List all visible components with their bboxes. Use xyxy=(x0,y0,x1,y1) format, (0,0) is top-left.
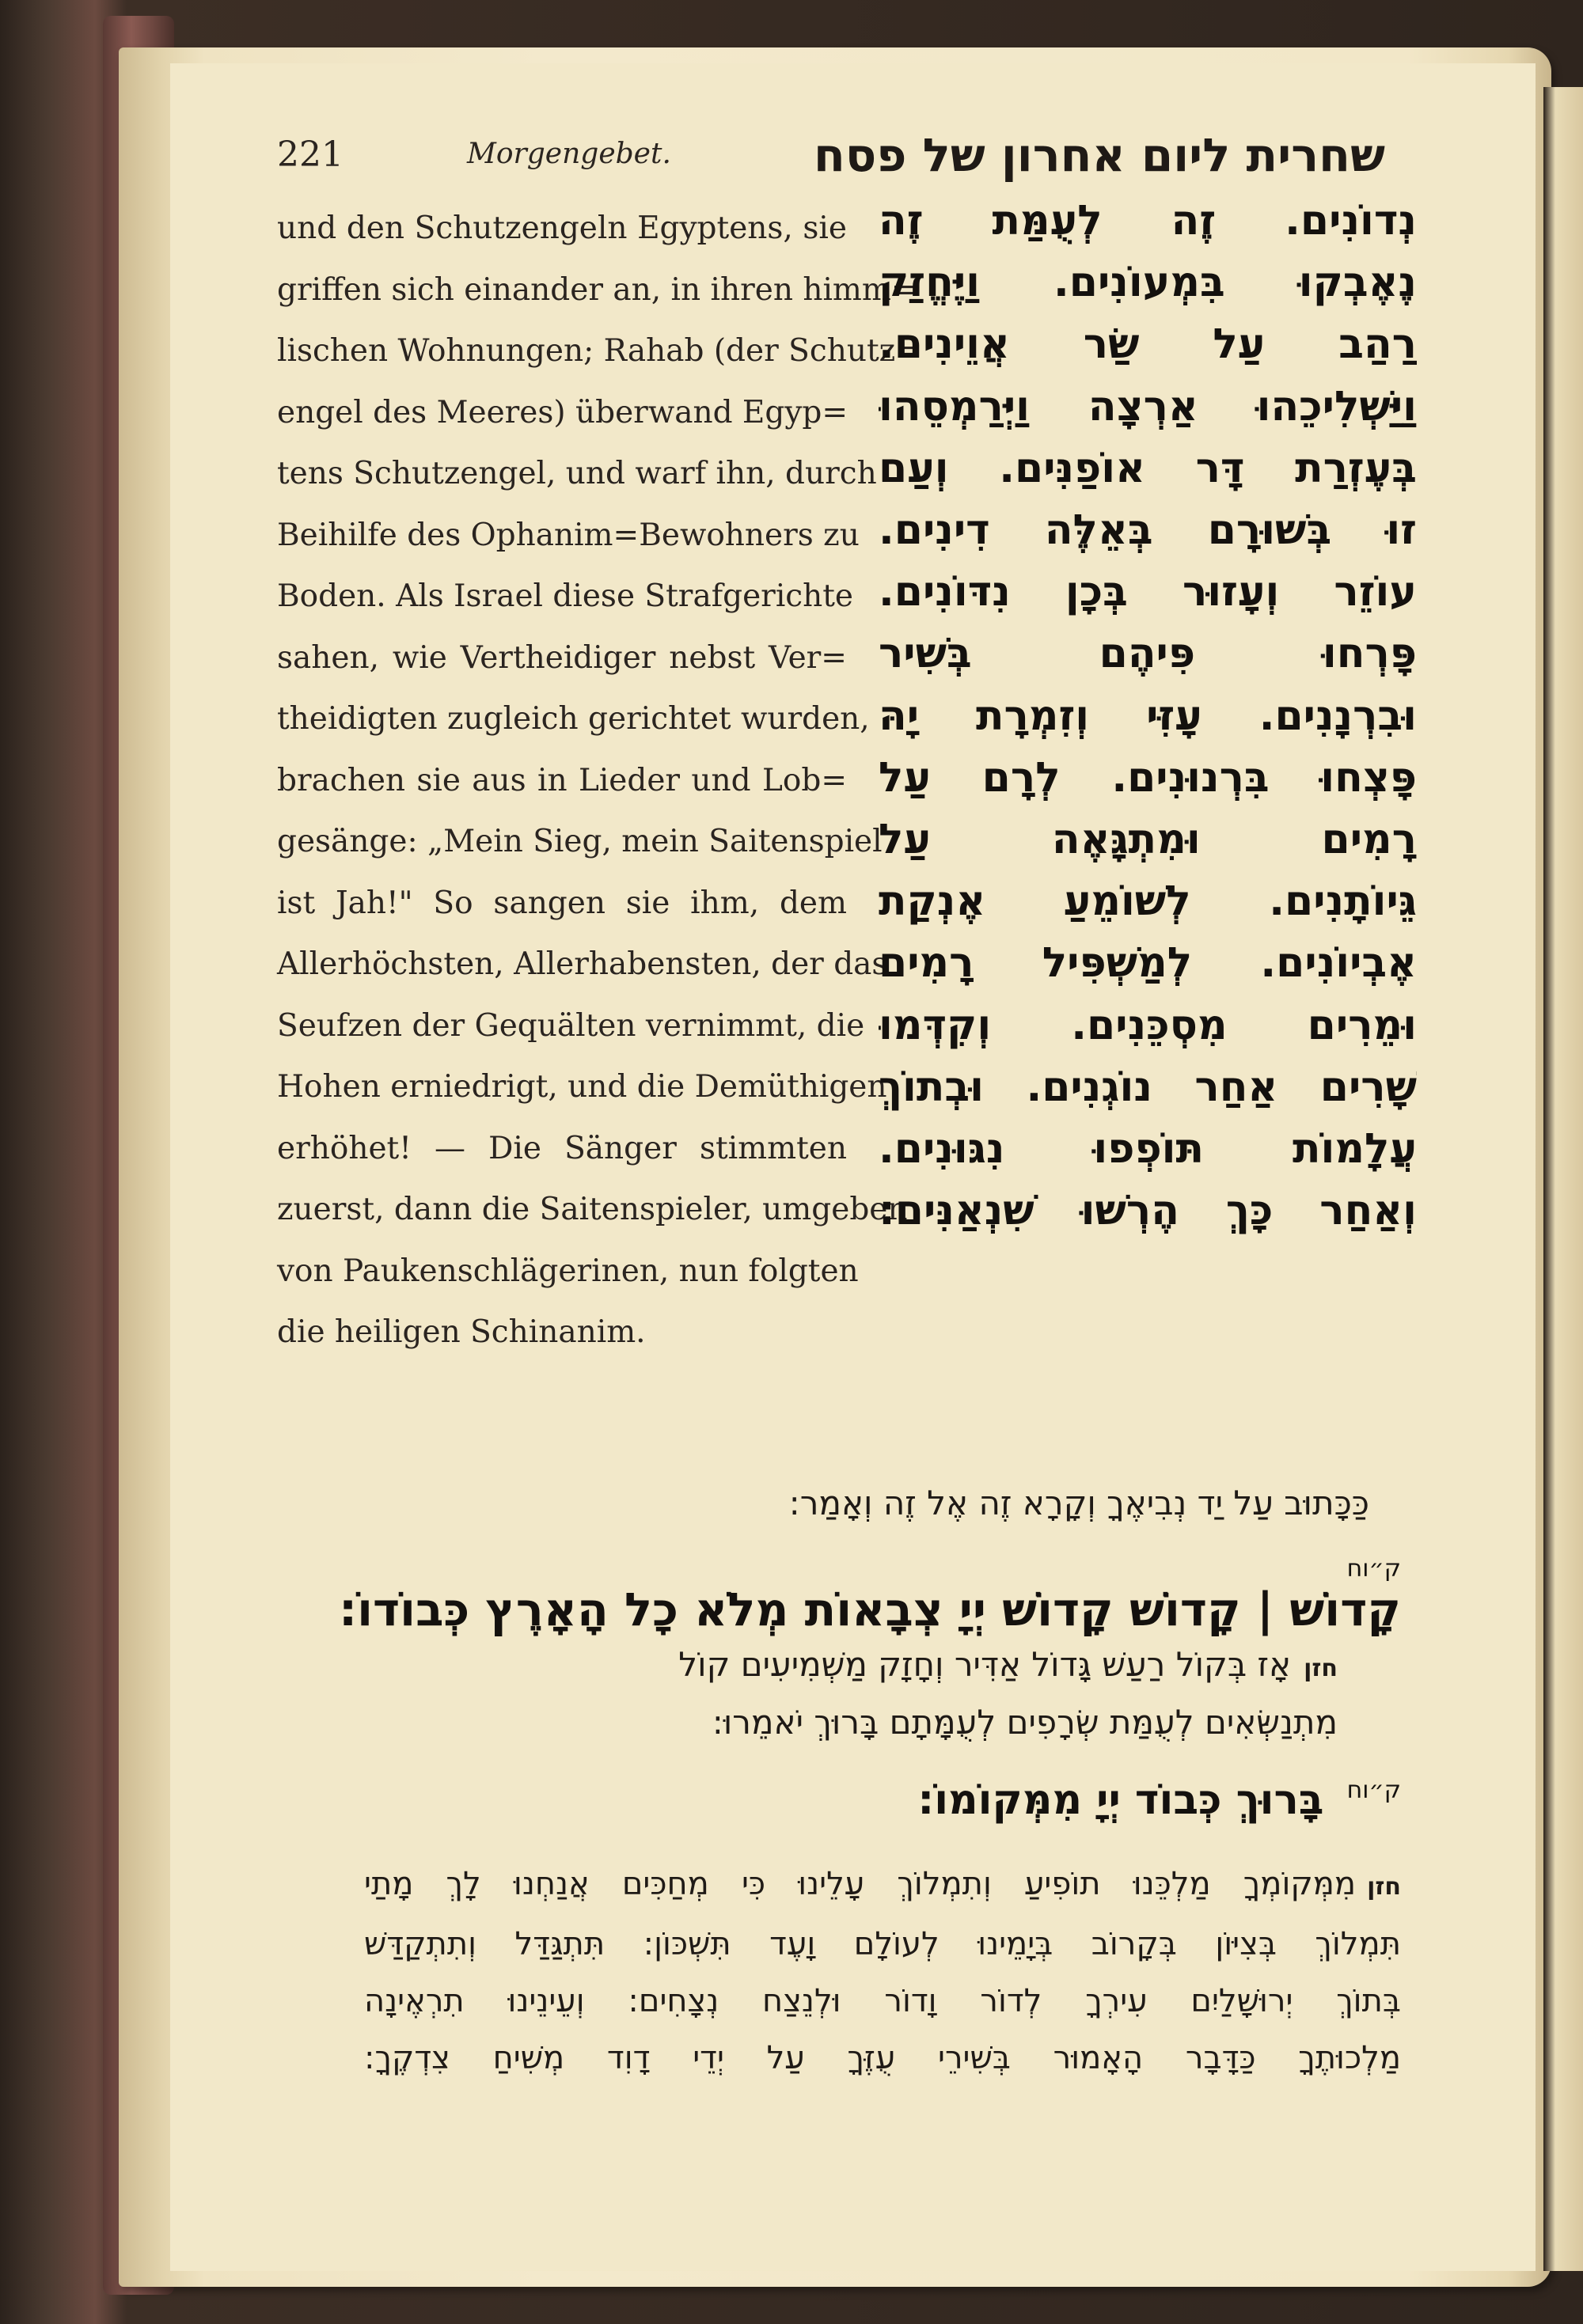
kadosh-label: ק״וח xyxy=(1346,1555,1401,1583)
chazan-label: חזן xyxy=(1367,1873,1401,1901)
german-line: brachen sie aus in Lieder und Lob= xyxy=(277,762,847,798)
german-line: erhöhet! — Die Sänger stimmten xyxy=(277,1130,847,1166)
german-line: Beihilfe des Ophanim=Bewohners zu xyxy=(277,517,860,553)
german-line: tens Schutzengel, und warf ihn, durch xyxy=(277,456,877,491)
chazan-line: בְּתוֹךְ יְרוּשָׁלַיִם עִירְךָ לְדוֹר וָדוֹר וּלְנֵצַח נְצָחִים: וְעֵינֵינוּ תִרְאֶינָה xyxy=(364,1983,1401,2019)
german-line: griffen sich einander an, in ihren himm= xyxy=(277,271,917,308)
german-line: lischen Wohnungen; Rahab (der Schutz= xyxy=(277,333,921,369)
german-line: engel des Meeres) überwand Egyp= xyxy=(277,394,848,430)
german-line: gesänge: „Mein Sieg, mein Saitenspiel xyxy=(277,824,883,859)
chazan-label: חזן xyxy=(1304,1655,1338,1682)
page-header xyxy=(277,128,1385,198)
hebrew-line: וְאַחַר כָּךְ הֶרְשׁוּ שִׁנְאַנִּים: xyxy=(879,1187,1417,1235)
hebrew-line: רַהַב עַל שַׂר אֲוֵינִים. xyxy=(879,320,1417,369)
german-line: von Paukenschlägerinen, nun folgten xyxy=(277,1253,859,1289)
chazan-block-2 xyxy=(364,1856,1401,2087)
hebrew-line: בְּעֶזְרַת דָּר אוֹפַנִּים. וְעַם xyxy=(879,444,1417,492)
verse-intro: כַּכָּתוּב עַל יַד נְבִיאֶךָ וְקָרָא זֶה אֶל זֶה וְאָמַר: xyxy=(788,1484,1369,1522)
german-line: Allerhöchsten, Allerhabensten, der das xyxy=(277,946,888,982)
chazan-line: תִּמְלוֹךְ בְּצִיּוֹן בְּקָרוֹב בְּיָמֵינוּ לְעוֹלָם וָעֶד תִּשְׁכּוֹן: תִּתְגַּדַּל וְתִתְקַדַּשׁ xyxy=(364,1926,1401,1962)
kadosh-text: קָדוֹשׁ | קָדוֹשׁ קָדוֹשׁ יְיָ צְבָאוֹת מְלֹא כָל הָאָרֶץ כְּבוֹדוֹ: xyxy=(338,1583,1401,1636)
kadosh-verse xyxy=(325,1555,1401,1636)
chazan-line: מִמְּקוֹמְךָ מַלְכֵּנוּ תוֹפִיעַ וְתִמְלוֹךְ עָלֵינוּ כִּי מְחַכִּים אֲנַחְנוּ לָךְ מָתַי xyxy=(364,1866,1357,1902)
german-translation-column xyxy=(277,198,921,1363)
hebrew-line: פָּרְחוּ פִּיהֶם בְּשִׁיר xyxy=(879,630,1417,678)
baruch-verse xyxy=(578,1776,1401,1824)
hebrew-line: וּבִרְנָנִים. עָזִּי וְזִמְרָת יָהּ xyxy=(879,692,1417,740)
baruch-label: ק״וח xyxy=(1346,1776,1401,1804)
chazan-line: מִתְנַשְּׂאִים לְעֻמַּת שְׂרָפִים לְעֻמָּתָם בָּרוּךְ יֹאמֵרוּ: xyxy=(712,1703,1338,1742)
hebrew-line: רָמִים וּמִתְגָּאֶה עַל xyxy=(879,816,1417,864)
chazan-block-1 xyxy=(475,1638,1338,1750)
next-page-edge xyxy=(1543,87,1583,2271)
german-line: Seufzen der Gequälten vernimmt, die xyxy=(277,1007,865,1044)
hebrew-line: שָׁרִים אַחַר נוֹגְנִים. וּבְתוֹךְ xyxy=(879,1063,1417,1111)
german-line: Boden. Als Israel diese Strafgerichte xyxy=(277,578,854,614)
hebrew-line: נֶאֶבְקוּ בִּמְעוֹנִים. וַיֶּחֱזַק xyxy=(879,259,1417,307)
hebrew-line: וּמֵרִים מִסְכֵּנִים. וְקִדְּמוּ xyxy=(879,1001,1417,1049)
running-head: Morgengebet. xyxy=(467,138,671,170)
german-line: und den Schutzengeln Egyptens, sie xyxy=(277,210,847,246)
hebrew-line: פָּצְחוּ בִּרְנוּנִים. לְרָם עַל xyxy=(879,753,1417,802)
hebrew-line: נְדוֹנִים. זֶה לְעֻמַּת זֶה xyxy=(879,197,1417,245)
german-line: ist Jah!" So sangen sie ihm, dem xyxy=(277,885,847,921)
hebrew-line: אֶבְיוֹנִים. לְמַשְׁפִּיל רָמִים xyxy=(879,939,1417,988)
hebrew-line: עֲלָמוֹת תּוֹפְפוּ נִגּוּנִים. xyxy=(879,1125,1417,1173)
hebrew-line: זוּ בְּשׁוּרָם בְּאֵלֶּה דִינִים. xyxy=(879,506,1417,555)
hebrew-title: שחרית ליום אחרון של פסח xyxy=(814,128,1385,182)
hebrew-line: גֵּיוֹתָנִים. לְשׁוֹמֵעַ אֶנְקַת xyxy=(879,878,1417,926)
german-line: theidigten zugleich gerichtet wurden, xyxy=(277,701,870,737)
baruch-text: בָּרוּךְ כְּבוֹד יְיָ מִמְּקוֹמוֹ: xyxy=(917,1776,1324,1824)
page-number: 221 xyxy=(277,135,344,175)
german-line: die heiligen Schinanim. xyxy=(277,1314,646,1350)
german-line: zuerst, dann die Saitenspieler, umgeben xyxy=(277,1192,908,1227)
german-line: sahen, wie Vertheidiger nebst Ver= xyxy=(277,639,847,676)
hebrew-text-column xyxy=(879,190,1417,1242)
hebrew-line: וַיַּשְׁלִיכֵהוּ אַרְצָה וַיְּרַמְסֵהוּ xyxy=(879,382,1417,430)
hebrew-line: עוֹזֵר וְעָזוּר בְּכָן נִדּוֹנִים. xyxy=(879,568,1417,616)
chazan-line: אָז בְּקוֹל רַעַשׁ גָּדוֹל אַדִּיר וְחָזָק מַשְׁמִיעִים קוֹל xyxy=(678,1645,1292,1684)
chazan-line: מַלְכוּתֶךָ כַּדָּבָר הָאָמוּר בְּשִׁירֵי עֻזֶּךָ עַל יְדֵי דָוִד מְשִׁיחַ צִדְקֶךָ: xyxy=(364,2040,1401,2076)
german-line: Hohen erniedrigt, und die Demüthigen xyxy=(277,1069,887,1105)
